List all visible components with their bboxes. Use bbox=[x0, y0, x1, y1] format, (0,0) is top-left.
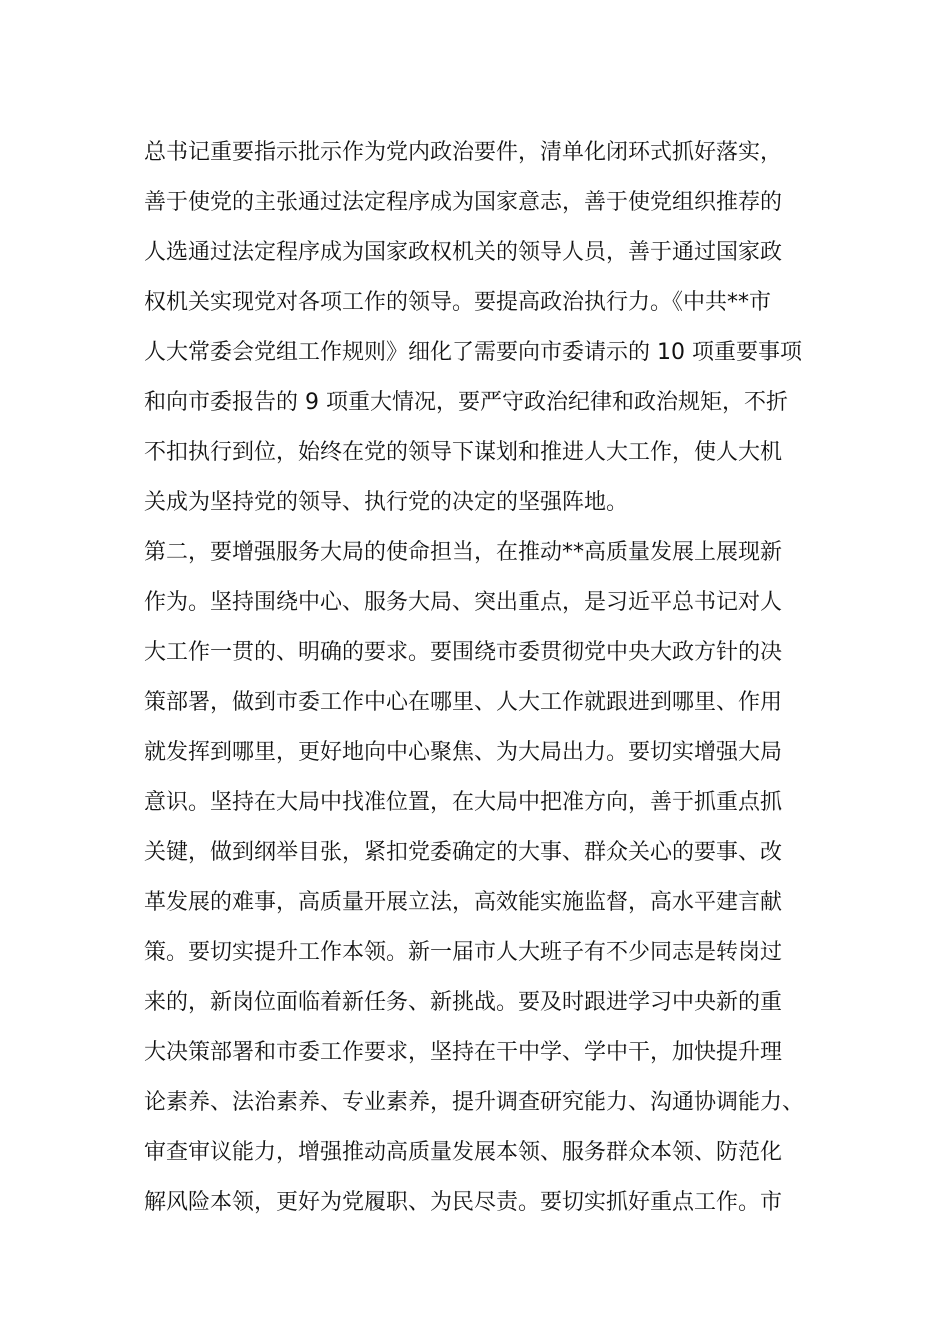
text-line: 人选通过法定程序成为国家政权机关的领导人员，善于通过国家政 bbox=[144, 240, 783, 265]
text-line: 策。要切实提升工作本领。新一届市人大班子有不少同志是转岗过 bbox=[144, 940, 783, 965]
text-line: 来的，新岗位面临着新任务、新挑战。要及时跟进学习中央新的重 bbox=[144, 990, 783, 1015]
text-line: 论素养、法治素养、专业素养，提升调查研究能力、沟通协调能力、 bbox=[144, 1090, 805, 1115]
text-line: 大决策部署和市委工作要求，坚持在干中学、学中干，加快提升理 bbox=[144, 1040, 783, 1065]
text-line: 意识。坚持在大局中找准位置，在大局中把准方向，善于抓重点抓 bbox=[144, 790, 783, 815]
text-line: 策部署，做到市委工作中心在哪里、人大工作就跟进到哪里、作用 bbox=[144, 690, 783, 715]
text-line: 和向市委报告的 9 项重大情况，要严守政治纪律和政治规矩，不折 bbox=[144, 390, 788, 415]
body-text bbox=[144, 128, 814, 1228]
text-line: 解风险本领，更好为党履职、为民尽责。要切实抓好重点工作。市 bbox=[144, 1190, 783, 1215]
text-line: 善于使党的主张通过法定程序成为国家意志，善于使党组织推荐的 bbox=[144, 190, 783, 215]
text-line: 人大常委会党组工作规则》细化了需要向市委请示的 10 项重要事项 bbox=[144, 340, 802, 365]
text-line: 关成为坚持党的领导、执行党的决定的坚强阵地。 bbox=[144, 490, 629, 515]
text-line: 不扣执行到位，始终在党的领导下谋划和推进人大工作，使人大机 bbox=[144, 440, 783, 465]
text-line: 作为。坚持围绕中心、服务大局、突出重点，是习近平总书记对人 bbox=[144, 590, 783, 615]
text-line: 就发挥到哪里，更好地向中心聚焦、为大局出力。要切实增强大局 bbox=[144, 740, 783, 765]
text-line: 权机关实现党对各项工作的领导。要提高政治执行力。《中共**市 bbox=[144, 290, 772, 315]
text-line: 第二，要增强服务大局的使命担当，在推动**高质量发展上展现新 bbox=[144, 540, 783, 565]
text-line: 审查审议能力，增强推动高质量发展本领、服务群众本领、防范化 bbox=[144, 1140, 783, 1165]
text-line: 总书记重要指示批示作为党内政治要件，清单化闭环式抓好落实， bbox=[144, 140, 783, 165]
text-line: 大工作一贯的、明确的要求。要围绕市委贯彻党中央大政方针的决 bbox=[144, 640, 783, 665]
text-line: 关键，做到纲举目张，紧扣党委确定的大事、群众关心的要事、改 bbox=[144, 840, 783, 865]
text-line: 革发展的难事，高质量开展立法，高效能实施监督，高水平建言献 bbox=[144, 890, 783, 915]
